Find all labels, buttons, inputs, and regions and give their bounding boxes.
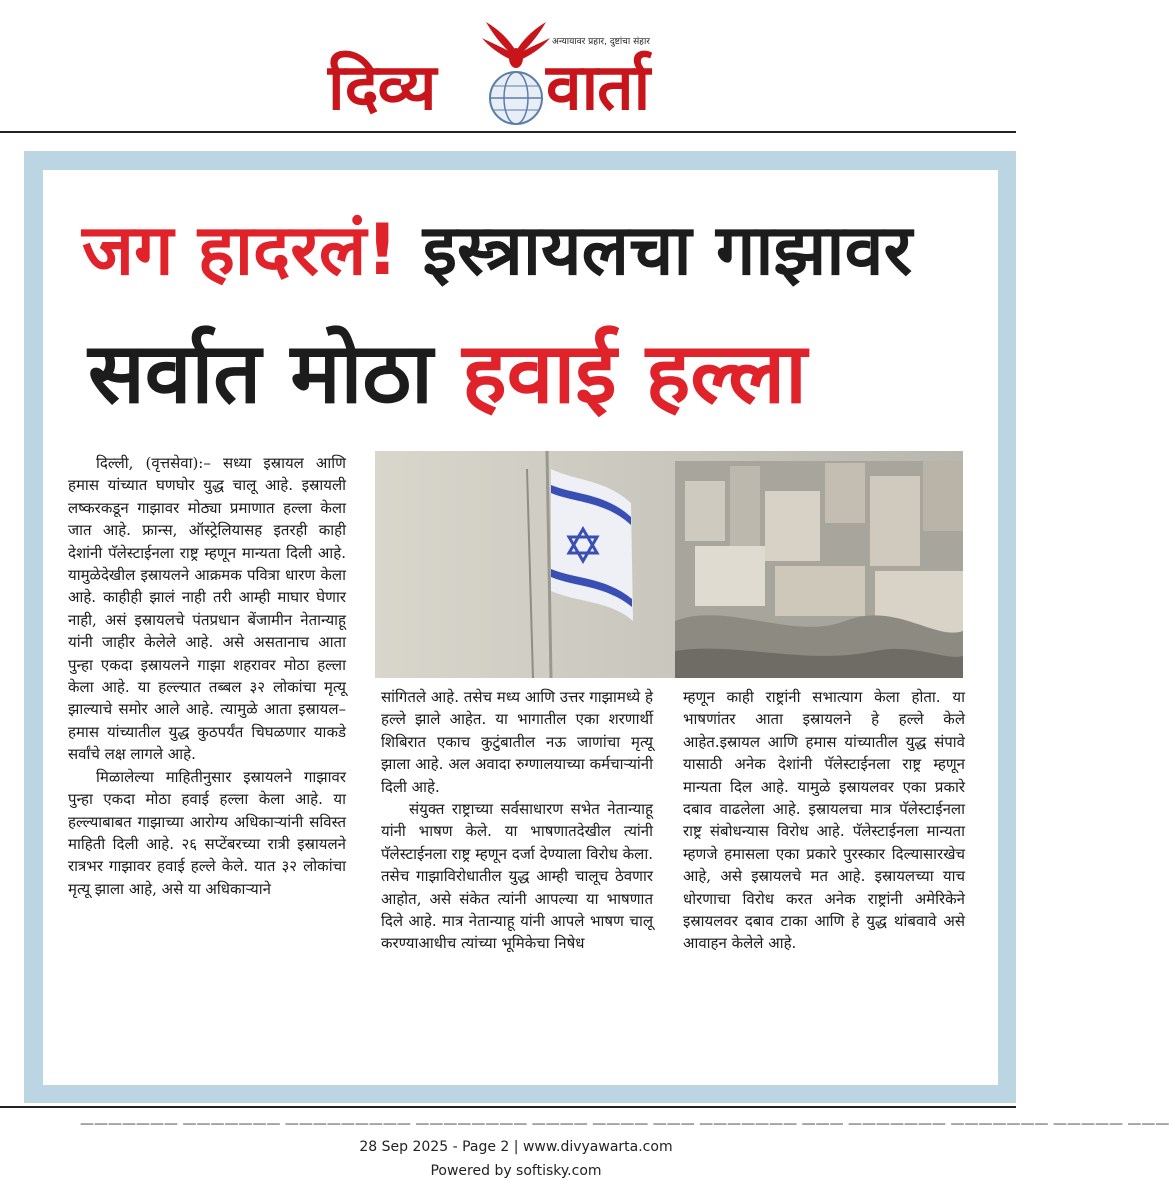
article-column-1 (68, 452, 346, 900)
headline-red-part-1: जग हादरलं! (82, 209, 399, 291)
headline-black-part-2: सर्वात मोठा (88, 324, 433, 422)
newspaper-logo[interactable] (328, 18, 708, 125)
bottom-divider (0, 1106, 1016, 1108)
article-photo (375, 451, 963, 678)
headline-line-2 (88, 318, 968, 428)
logo-word-divya: दिव्य (328, 51, 436, 125)
footer-page-info[interactable]: 28 Sep 2025 - Page 2 | www.divyawarta.com (359, 1139, 673, 1155)
footer-powered-by[interactable]: Powered by softisky.com (430, 1163, 602, 1179)
flag-and-ruins-image (375, 451, 963, 678)
masthead (0, 0, 1032, 130)
cropped-next-article-text: ——————— ——————— ————————— ———————— ———— ———— ——— ——————— ——— ——————— ——————— ————— ——— (80, 1116, 1169, 1132)
column-2-paragraph-2: संयुक्त राष्ट्राच्या सर्वसाधारण सभेत नेतान्याहू यांनी भाषण केले. या भाषणातदेखील त्यांनी पॅलेस्टाईनला राष्ट्र म्हणून दर्जा देण्याला विरोध केला. तसेच गाझाविरोधातील युद्ध आम्ही चालूच ठेवणार आहोत, असे संकेत त्यांनी आपल्या या भाषणात दिले आहे. मात्र नेतान्याहू यांनी आपले भाषण चालू करण्याआधीच त्यांच्या भूमिकेचा निषेध (381, 800, 653, 953)
column-1-paragraph-2: मिळालेल्या माहितीनुसार इस्रायलने गाझावर पुन्हा एकदा मोठा हवाई हल्ला केला आहे. या हल्ल्याबाबत गाझाच्या आरोग्य अधिकाऱ्यांनी सविस्त माहिती दिली आहे. २६ सप्टेंबरच्या रात्री इस्रायलने रात्रभर गाझावर हवाई हल्ले केले. यात ३२ लोकांचा मृत्यू झाला आहे, असे या अधिकाऱ्याने (68, 767, 346, 898)
logo-word-varta: वार्ता (546, 51, 650, 125)
column-2-paragraph-1: सांगितले आहे. तसेच मध्य आणि उत्तर गाझामध्ये हे हल्ले झाले आहेत. या भागातील एका शरणार्थी शिबिरात एकाच कुटुंबातील नऊ जाणांचा मृत्यू झाला आहे. अल अवादा रुग्णालयाच्या कर्मचाऱ्यांनी दिली आहे. (381, 688, 653, 796)
headline-black-part-1: इस्त्रायलचा गाझावर (422, 209, 913, 291)
article-column-3 (683, 686, 965, 955)
column-1-paragraph-1: दिल्ली, (वृत्तसेवा):– सध्या इस्रायल आणि हमास यांच्यात घणघोर युद्ध चालू आहे. इस्रायली लष्करकडून गाझावर मोठ्या प्रमाणात हल्ला केला जात आहे. फ्रान्स, ऑस्ट्रेलियासह इतरही काही देशांनी पॅलेस्टाईनला राष्ट्र म्हणून मान्यता दिली आहे. यामुळेदेखील इस्रायलने आक्रमक पवित्रा धारण केला आहे. काहीही झालं नाही तरी आम्ही माघार घेणार नाही, असं इस्रायलचे पंतप्रधान बेंजामीन नेतान्याहू यांनी जाहीर केलेले आहे. असे असतानाच आता पुन्हा एकदा इस्रायलने गाझा शहरावर मोठा हल्ला केला आहे. या हल्ल्यात तब्बल ३२ लोकांचा मृत्यू झाल्याचे समोर आले आहे. त्यामुळे आता इस्रायल–हमास यांच्यातील युद्ध कुठपर्यंत चिघळणार याकडे सर्वांचे लक्ष लागले आहे. (68, 454, 346, 764)
article-column-2 (381, 686, 653, 955)
headline-red-part-2: हवाई हल्ला (462, 324, 807, 422)
headline-line-1 (82, 190, 962, 310)
eagle-globe-emblem-icon (476, 18, 556, 128)
masthead-tagline: अन्यायावर प्रहार, दुष्टांचा संहार (552, 37, 650, 47)
masthead-divider (0, 131, 1016, 133)
column-3-paragraph-1: म्हणून काही राष्ट्रांनी सभात्याग केला होता. या भाषणांतर आता इस्रायलने हे हल्ले केले आहेत.इस्रायल आणि हमास यांच्यातील युद्ध संपावे यासाठी अनेक देशांनी पॅलेस्टाईनला राष्ट्र म्हणून मान्यता दिल आहे. यामुळे इस्रायलवर एका प्रकारे दबाव वाढलेला आहे. इस्रायलचा मात्र पॅलेस्टाईनला राष्ट्र संबोधन्यास विरोध आहे. पॅलेस्टाईनला मान्यता म्हणजे हमासला एका प्रकारे पुरस्कार दिल्यासारखेच आहे, असे इस्रायलचे मत आहे. इस्रायलच्या याच धोरणाचा विरोध करत अनेक राष्ट्रांनी अमेरिकेने इस्रायलवर दबाव टाका आणि हे युद्ध थांबवावे असे आवाहन केलेले आहे. (683, 688, 965, 953)
